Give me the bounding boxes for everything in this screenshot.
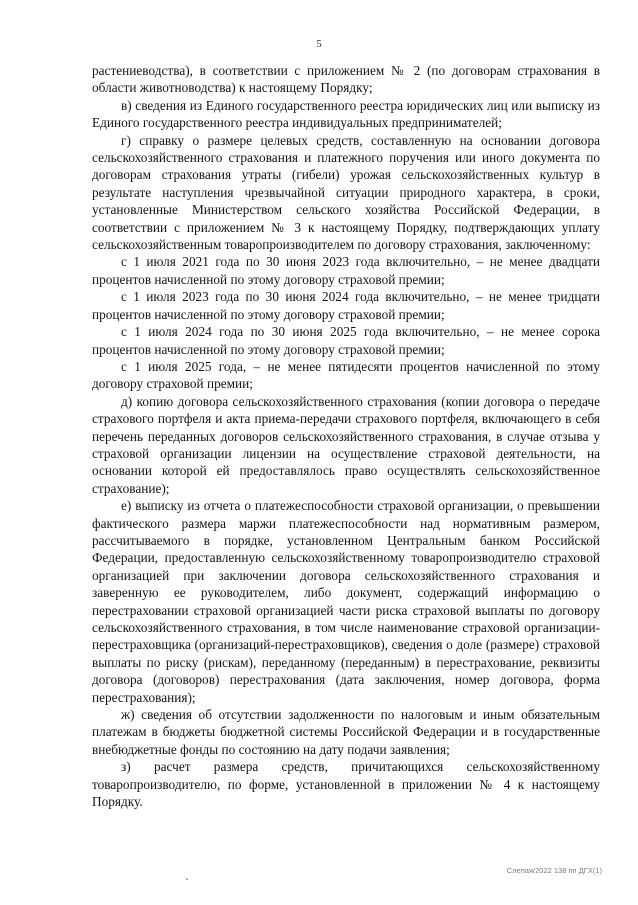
page-number: 5	[316, 38, 322, 50]
scan-artifact-dot	[186, 878, 188, 880]
paragraph: е) выписку из отчета о платежеспособности страховой организации, о превышении фактического размера маржи платежеспособности над нормативным размером, рассчитываемого в порядке, установленном Центральным банком Российской Федерации, предоставленную сельскохозяйственному товаропроизводителю страховой организацией при заключении договора сельскохозяйственного страхования и заверенную ее руководителем, либо документ, содержащий информацию о перестраховании страховой организацией части риска страховой выплаты по договору сельскохозяйственного страхования, в том числе наименование страховой организации-перестраховщика (организаций-перестраховщиков), сведения о доле (размере) страховой выплаты по риску (рискам), переданному (переданным) в перестрахование, реквизиты договора (договоров) перестрахования (дата заключения, номер договора, форма перестрахования);	[92, 498, 600, 705]
document-body	[92, 62, 600, 810]
paragraph: ж) сведения об отсутствии задолженности по налоговым и иным обязательным платежам в бюджеты бюджетной системы Российской Федерации и в государственные внебюджетные фонды по состоянию на дату подачи заявления;	[92, 707, 600, 757]
paragraph: растениеводства), в соответствии с приложением № 2 (по договорам страхования в области животноводства) к настоящему Порядку;	[92, 63, 600, 96]
paragraph: с 1 июля 2024 года по 30 июня 2025 года включительно, – не менее сорока процентов начисленной по этому договору страховой премии;	[92, 324, 600, 357]
paragraph: з) расчет размера средств, причитающихся сельскохозяйственному товаропроизводителю, по форме, установленной в приложении № 4 к настоящему Порядку.	[92, 759, 600, 810]
paragraph: д) копию договора сельскохозяйственного страхования (копии договора о передаче страхового портфеля и акта приема-передачи страхового портфеля, включающего в себя перечень переданных договоров сельскохозяйственного страхования, в случае отзыва у страховой организации лицензии на осуществление страховой деятельности, на основании которой ей предоставлялось право осуществлять сельскохозяйственное страхование);	[92, 393, 600, 496]
paragraph: г) справку о размере целевых средств, составленную на основании договора сельскохозяйственного страхования и платежного поручения или иного документа по договорам страхования утраты (гибели) урожая сельскохозяйственных культур в результате наступления чрезвычайной ситуации природного характера, в сроки, установленные Министерством сельского хозяйства Российской Федерации, в соответствии с приложением № 3 к настоящему Порядку, подтверждающих уплату сельскохозяйственным товаропроизводителем по договору страхования, заключенному:	[92, 132, 600, 253]
paragraph: в) сведения из Единого государственного реестра юридических лиц или выписку из Единого государственного реестра индивидуальных предпринимателей;	[92, 97, 600, 131]
paragraph: с 1 июля 2023 года по 30 июня 2024 года включительно, – не менее тридцати процентов начисленной по этому договору страховой премии;	[92, 289, 600, 322]
paragraph: с 1 июля 2025 года, – не менее пятидесяти процентов начисленной по этому договору страховой премии;	[92, 358, 600, 392]
paragraph: с 1 июля 2021 года по 30 июня 2023 года включительно, – не менее двадцати процентов начисленной по этому договору страховой премии;	[92, 254, 600, 287]
footer-document-code: Слепая/2022 138 пп ДГХ(1)	[506, 866, 602, 875]
